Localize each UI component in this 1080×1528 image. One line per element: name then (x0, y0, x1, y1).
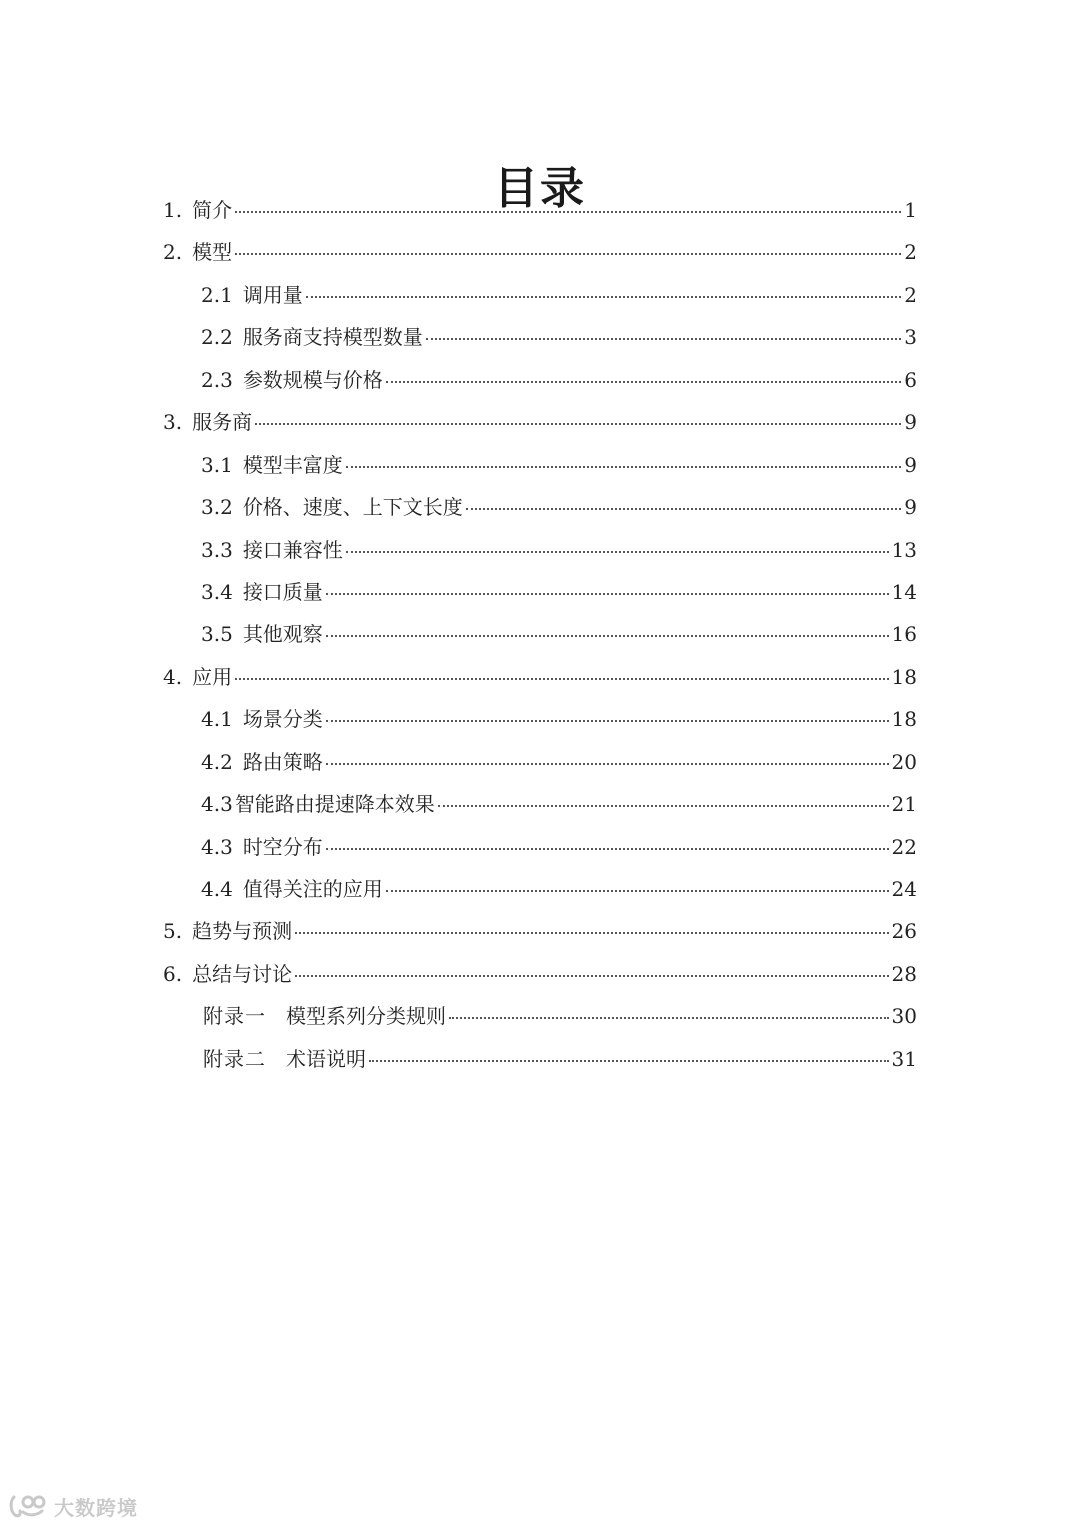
toc-page-number: 2 (904, 282, 917, 307)
toc-entry[interactable] (163, 783, 917, 825)
toc-entry[interactable] (163, 1038, 917, 1080)
toc-page-number: 26 (891, 919, 917, 944)
toc-entry-number: 3.4 (201, 579, 233, 604)
table-of-contents (163, 189, 917, 1080)
toc-entry[interactable] (163, 486, 917, 528)
toc-entry-number: 3.5 (201, 622, 233, 647)
toc-entry-title: 服务商支持模型数量 (242, 325, 423, 350)
toc-entry-number: 附录一 (203, 1004, 266, 1029)
toc-dot-leader (326, 593, 889, 595)
toc-entry-number: 4. (163, 664, 183, 689)
toc-entry-number: 2. (163, 240, 183, 265)
toc-dot-leader (426, 338, 901, 340)
toc-dot-leader (326, 720, 889, 722)
toc-page-number: 9 (904, 452, 917, 477)
toc-dot-leader (346, 466, 901, 468)
toc-entry-number: 附录二 (203, 1046, 266, 1071)
toc-entry-title: 应用 (192, 664, 233, 689)
toc-page-number: 24 (891, 877, 917, 901)
toc-dot-leader (386, 381, 901, 383)
toc-dot-leader (369, 1060, 889, 1062)
toc-entry-title: 术语说明 (286, 1046, 366, 1071)
brand-logo-icon (8, 1493, 48, 1519)
toc-entry[interactable] (163, 698, 917, 740)
toc-entry[interactable] (163, 953, 917, 995)
toc-entry[interactable] (163, 656, 917, 698)
toc-entry-title: 简介 (192, 198, 233, 222)
toc-entry[interactable] (163, 571, 917, 613)
toc-entry-title: 服务商 (192, 410, 253, 435)
toc-entry-title: 值得关注的应用 (242, 877, 383, 901)
toc-page-number: 9 (904, 410, 917, 435)
toc-entry[interactable] (163, 529, 917, 571)
toc-entry-title: 价格、速度、上下文长度 (242, 495, 463, 520)
toc-dot-leader (295, 932, 888, 934)
toc-entry-title: 参数规模与价格 (242, 367, 383, 392)
toc-entry-number: 3. (163, 410, 183, 435)
toc-entry-title: 接口兼容性 (242, 537, 343, 562)
toc-entry-number: 3.2 (201, 495, 233, 520)
toc-page-number: 18 (891, 664, 917, 689)
toc-entry-title: 接口质量 (242, 579, 323, 604)
toc-entry[interactable] (163, 401, 917, 443)
toc-page-number: 2 (904, 240, 917, 265)
toc-page-number: 20 (891, 749, 917, 774)
toc-entry-number: 6. (163, 961, 183, 986)
toc-entry-title: 总结与讨论 (192, 961, 293, 986)
toc-entry-title: 调用量 (242, 282, 303, 307)
toc-entry-number: 5. (163, 919, 183, 944)
toc-entry-number: 2.3 (201, 367, 233, 392)
toc-entry[interactable] (163, 868, 917, 910)
toc-entry[interactable] (163, 826, 917, 868)
toc-page-number: 14 (891, 579, 917, 604)
toc-entry[interactable] (163, 316, 917, 358)
toc-entry-title: 趋势与预测 (192, 919, 293, 944)
toc-entry[interactable] (163, 444, 917, 486)
toc-entry-number: 4.3 (201, 834, 233, 859)
toc-dot-leader (235, 253, 901, 255)
toc-entry-title: 模型 (192, 240, 233, 265)
toc-page-number: 6 (904, 367, 917, 392)
toc-dot-leader (449, 1017, 889, 1019)
toc-entry-title: 其他观察 (242, 622, 323, 647)
toc-dot-leader (386, 890, 889, 892)
toc-page-number: 1 (904, 198, 917, 222)
toc-entry-title: 路由策略 (242, 749, 323, 774)
toc-entry-number: 1. (163, 198, 183, 222)
toc-entry-title: 时空分布 (242, 834, 323, 859)
toc-dot-leader (306, 296, 901, 298)
toc-page-number: 30 (891, 1004, 917, 1029)
toc-page-number: 9 (904, 495, 917, 520)
toc-page-number: 13 (891, 537, 917, 562)
toc-dot-leader (326, 635, 889, 637)
toc-page-number: 22 (891, 834, 917, 859)
toc-entry[interactable] (163, 995, 917, 1037)
watermark (8, 1490, 138, 1522)
toc-dot-leader (346, 551, 889, 553)
toc-entry-number: 2.2 (201, 325, 233, 350)
toc-entry[interactable] (163, 359, 917, 401)
toc-entry-title: 智能路由提速降本效果 (234, 792, 435, 817)
toc-entry-title: 模型丰富度 (242, 452, 343, 477)
toc-dot-leader (438, 805, 889, 807)
toc-entry[interactable] (163, 189, 917, 231)
toc-entry[interactable] (163, 741, 917, 783)
toc-entry-number: 4.2 (201, 749, 233, 774)
toc-page-number: 18 (891, 707, 917, 732)
toc-entry-title: 模型系列分类规则 (286, 1004, 446, 1029)
toc-dot-leader (295, 975, 888, 977)
toc-dot-leader (235, 211, 901, 213)
toc-page-number: 28 (891, 961, 917, 986)
toc-dot-leader (326, 848, 889, 850)
toc-page-number: 3 (904, 325, 917, 350)
toc-dot-leader (255, 423, 901, 425)
page-title: 目录 (494, 163, 586, 215)
toc-page-number: 31 (891, 1046, 917, 1071)
toc-page-number: 21 (891, 792, 917, 817)
toc-dot-leader (326, 763, 889, 765)
toc-entry-number: 4.1 (201, 707, 233, 732)
toc-page-number: 16 (891, 622, 917, 647)
toc-entry-number: 4.3 (201, 792, 233, 817)
toc-entry[interactable] (163, 274, 917, 316)
toc-entry[interactable] (163, 910, 917, 952)
toc-entry-title: 场景分类 (242, 707, 323, 732)
toc-entry-number: 3.1 (201, 452, 233, 477)
toc-entry[interactable] (163, 613, 917, 655)
toc-entry-number: 2.1 (201, 282, 233, 307)
toc-entry-number: 3.3 (201, 537, 233, 562)
toc-dot-leader (466, 508, 901, 510)
toc-entry[interactable] (163, 231, 917, 273)
watermark-text: 大数跨境 (54, 1495, 138, 1520)
toc-dot-leader (235, 678, 888, 680)
toc-entry-number: 4.4 (201, 877, 233, 901)
